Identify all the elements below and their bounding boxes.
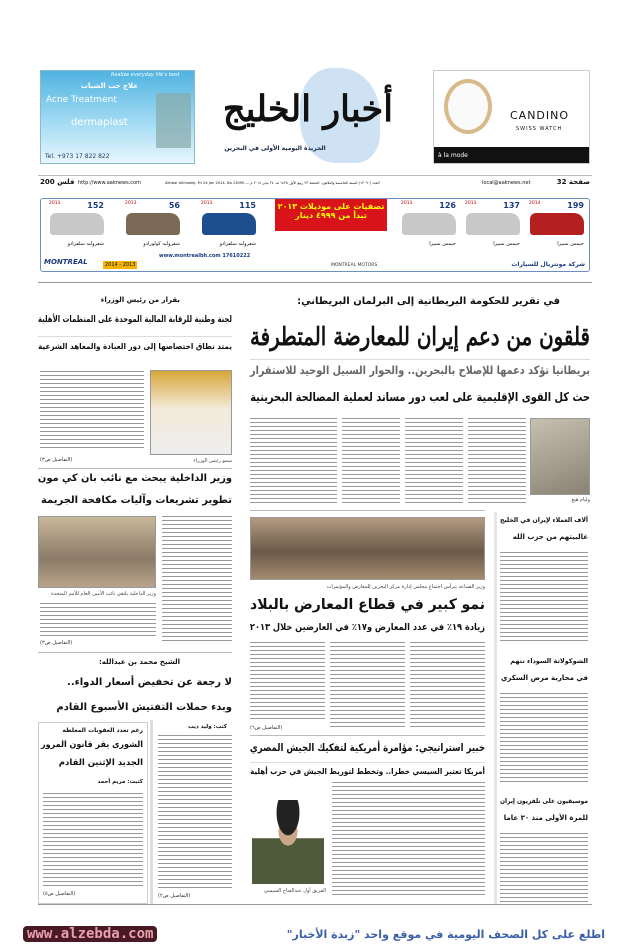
- car-ad-brand: MONTREAL MOTORS: [331, 263, 378, 268]
- right-story-headline2: غالبيتهم من حزب الله: [512, 533, 588, 541]
- car-year: 2013: [49, 201, 61, 206]
- car-name: شفروليه سلفرادو: [219, 241, 256, 247]
- left-bottom-more[interactable]: (التفاصيل ص٢): [158, 893, 191, 899]
- footer-url[interactable]: www.alzebda.com: [23, 926, 157, 942]
- left-mid-body: [162, 516, 232, 641]
- lead-photo[interactable]: [530, 418, 590, 495]
- exhibitions-more[interactable]: (التفاصيل ص٦): [250, 725, 283, 731]
- car-offer[interactable]: [463, 201, 523, 251]
- box-headline2: الجديد الإثنين القادم: [58, 758, 143, 768]
- car-year: 2013: [401, 201, 413, 206]
- left-top-kicker: بقرار من رئيس الوزراء: [100, 296, 180, 304]
- car-ad-website[interactable]: www.montrealbh.com 17610222: [159, 253, 251, 259]
- left-top-sub: يمتد نطاق اختصاصها إلى دور العبادة والمعاهد الشرعية: [38, 342, 232, 351]
- traffic-law-box[interactable]: [38, 722, 148, 904]
- website-url[interactable]: http://www.aaknews.com: [78, 180, 141, 186]
- car-offer[interactable]: [123, 201, 183, 251]
- box-more[interactable]: (التفاصيل ص٥): [43, 891, 76, 897]
- newspaper-tagline: الجريدة اليومية الأولى في البحرين: [224, 145, 326, 152]
- car-price: 126: [439, 201, 456, 210]
- right-story-headline1: الشوكولاتة السوداء تتهم: [510, 657, 588, 665]
- car-ad-promo: [275, 199, 387, 231]
- right-story-body: [500, 833, 588, 903]
- exhibitions-meeting-photo[interactable]: [250, 517, 485, 580]
- left-mid-headline1[interactable]: وزير الداخلية يبحث مع نائب بان كي مون: [37, 473, 233, 484]
- box-headline1: الشورى يقر قانون المرور: [41, 740, 143, 750]
- promo-subline: تبدأ من ٤٩٩٩ دينار: [295, 211, 367, 220]
- montreal-logo: MONTREAL: [44, 258, 88, 266]
- sisi-photo[interactable]: [252, 800, 324, 884]
- lead-body-col1: [468, 418, 526, 505]
- interior-minister-caption: وزير الداخلية يلتقي نائب الأمين العام للأمم المتحدة: [51, 591, 156, 597]
- exhibitions-body-col1: [410, 642, 485, 727]
- right-column-story[interactable]: [500, 516, 588, 651]
- left-mid-body2: [40, 603, 156, 638]
- car-name: جيمس سييرا: [493, 241, 520, 247]
- car-image: [126, 213, 180, 235]
- lead-sub1: بريطانيا تؤكد دعمها للإصلاح بالبحرين.. والحوار السبيل الوحيد للاستقرار: [249, 363, 590, 377]
- right-story-body: [500, 552, 588, 644]
- interior-minister-photo[interactable]: [38, 516, 156, 588]
- right-story-body: [500, 693, 588, 785]
- egypt-headline[interactable]: خبير استراتيجي: مؤامرة أمريكية لتفكيك الجيش المصري: [249, 742, 485, 754]
- candino-sub: SWISS WATCH: [516, 126, 563, 132]
- left-bottom-byline: كتب: وليد ذيب: [188, 724, 227, 730]
- exhibitions-photo-caption: وزير الصناعة يترأس اجتماع مجلس إدارة مركز البحرين للمعارض والمؤتمرات: [326, 584, 485, 590]
- left-top-headline[interactable]: لجنة وطنية للرقابة المالية الموحدة على المنظمات الأهلية: [37, 315, 233, 325]
- egypt-sub: أمريكا تعتبر السيسي خطرا.. وتخطط لتوريط الجيش في حرب أهلية: [250, 767, 485, 776]
- contact-email[interactable]: local@aaknews.net: [482, 180, 531, 186]
- right-story-headline2: في محاربة مرض السكري: [501, 674, 588, 682]
- right-column-story[interactable]: [500, 797, 588, 932]
- car-ad-years: 2014 - 2013: [105, 262, 136, 268]
- box-body: [43, 793, 143, 888]
- left-ad-title-ar: علاج حب الشباب: [81, 82, 139, 90]
- car-image: [466, 213, 520, 235]
- store-name: à la mode: [438, 152, 468, 159]
- car-name: شفروليه سلفرادو: [67, 241, 104, 247]
- car-offer[interactable]: [199, 201, 259, 251]
- exhibitions-sub: زيادة ١٩٪ في عدد المعارض و١٧٪ في العارضين خلال ٢٠١٣: [249, 622, 485, 633]
- left-ad-slogan: Realize everyday life's best: [111, 72, 180, 78]
- car-year: 2014: [529, 201, 541, 206]
- car-name: جيمس سييرا: [557, 241, 584, 247]
- car-year: 2013: [201, 201, 213, 206]
- exhibitions-headline[interactable]: نمو كبير في قطاع المعارض بالبلاد: [250, 597, 485, 613]
- lead-body-col4: [250, 418, 337, 505]
- left-ad-brand: dermaplast: [71, 117, 128, 128]
- sisi-caption: الفريق أول عبدالفتاح السيسي: [263, 888, 326, 894]
- car-ad-company: شركة مونتريال للسيارات: [511, 261, 585, 268]
- left-bottom-kicker: الشيخ محمد بن عبدالله:: [98, 658, 180, 666]
- issue-info: Akhbar Alkhaleej. Fri 24 Jan 2014. No 13090 — العدد (١٣٠٩٠) السنة الخامسة والثلاثون. الجمعة ٢٣ ربيع الأول ١٤٣٥ هـ. ٢٤ يناير ٢٠١٤ م: [165, 181, 380, 185]
- left-mid-headline2[interactable]: تطوير تشريعات وآليات مكافحة الجريمة: [40, 495, 232, 506]
- car-price: 115: [239, 201, 256, 210]
- footer-text: اطلع على كل الصحف اليومية في موقع واحد "زبدة الأخبار": [286, 928, 605, 941]
- lead-photo-caption: وليام هيغ: [571, 497, 590, 503]
- right-story-headline1: آلاف العملاء لإيران في الخليج: [500, 516, 588, 524]
- car-year: 2013: [125, 201, 137, 206]
- car-name: شفروليه كولورادو: [143, 241, 180, 247]
- lead-sub2: حث كل القوى الإقليمية على لعب دور مساند لعملية المصالحة البحرينية: [250, 390, 591, 404]
- exhibitions-body-col3: [250, 642, 325, 722]
- egypt-body: [332, 782, 485, 897]
- car-price: 137: [503, 201, 520, 210]
- watch-image: [444, 79, 492, 134]
- car-image: [50, 213, 104, 235]
- newspaper-logo[interactable]: أخبار الخليج: [222, 88, 393, 130]
- hospital-building-image: [156, 93, 191, 148]
- left-top-more[interactable]: (التفاصيل ص٣): [40, 457, 73, 463]
- prime-minister-caption: سمو رئيس الوزراء: [193, 458, 232, 464]
- left-bottom-body: [158, 735, 232, 890]
- car-price: 152: [87, 201, 104, 210]
- car-image: [530, 213, 584, 235]
- right-column-story[interactable]: [500, 657, 588, 792]
- left-mid-more[interactable]: (التفاصيل ص٣): [40, 640, 73, 646]
- page-count: 32 صفحة: [556, 178, 590, 186]
- left-bottom-headline1[interactable]: لا رجعة عن تخفيض أسعار الدواء..: [67, 677, 232, 688]
- exhibitions-body-col2: [330, 642, 405, 727]
- left-ad-phone: Tel. +973 17 822 822: [45, 153, 110, 160]
- car-offer[interactable]: [399, 201, 459, 251]
- right-story-headline1: موسيقيون على تلفزيون إيران: [499, 797, 588, 805]
- promo-headline: تصفيات على موديلات ٢٠١٣: [277, 202, 385, 211]
- left-top-body: [40, 371, 144, 451]
- lead-headline[interactable]: قلقون من دعم إيران للمعارضة المتطرفة: [250, 322, 590, 351]
- left-bottom-headline2[interactable]: وبدء حملات التفتيش الأسبوع القادم: [56, 702, 232, 713]
- column-divider: [150, 720, 153, 904]
- right-story-headline2: للمرة الأولى منذ ٣٠ عاما: [503, 814, 588, 822]
- car-offer[interactable]: [527, 201, 587, 251]
- left-ad[interactable]: [40, 70, 195, 164]
- car-price: 56: [168, 201, 180, 210]
- car-name: جيمس سييرا: [429, 241, 456, 247]
- car-price: 199: [567, 201, 584, 210]
- right-ad[interactable]: [433, 70, 590, 164]
- price: 200 فلس: [40, 178, 75, 186]
- left-ad-title-en: Acne Treatment: [46, 95, 117, 105]
- lead-body-col3: [342, 418, 400, 505]
- candino-brand: CANDINO: [510, 109, 570, 122]
- car-offer[interactable]: [47, 201, 107, 251]
- box-kicker: رغم تعدد العقوبات المغلظة: [62, 727, 143, 734]
- footer-banner[interactable]: [5, 925, 625, 949]
- car-image: [402, 213, 456, 235]
- car-image: [202, 213, 256, 235]
- box-byline: كتبت: مريم أحمد: [97, 779, 143, 785]
- lead-kicker: في تقرير للحكومة البريطانية إلى البرلمان البريطاني:: [297, 296, 560, 307]
- car-ad[interactable]: [40, 198, 590, 272]
- prime-minister-photo[interactable]: [150, 370, 232, 455]
- car-year: 2013: [465, 201, 477, 206]
- lead-body-col2: [405, 418, 463, 505]
